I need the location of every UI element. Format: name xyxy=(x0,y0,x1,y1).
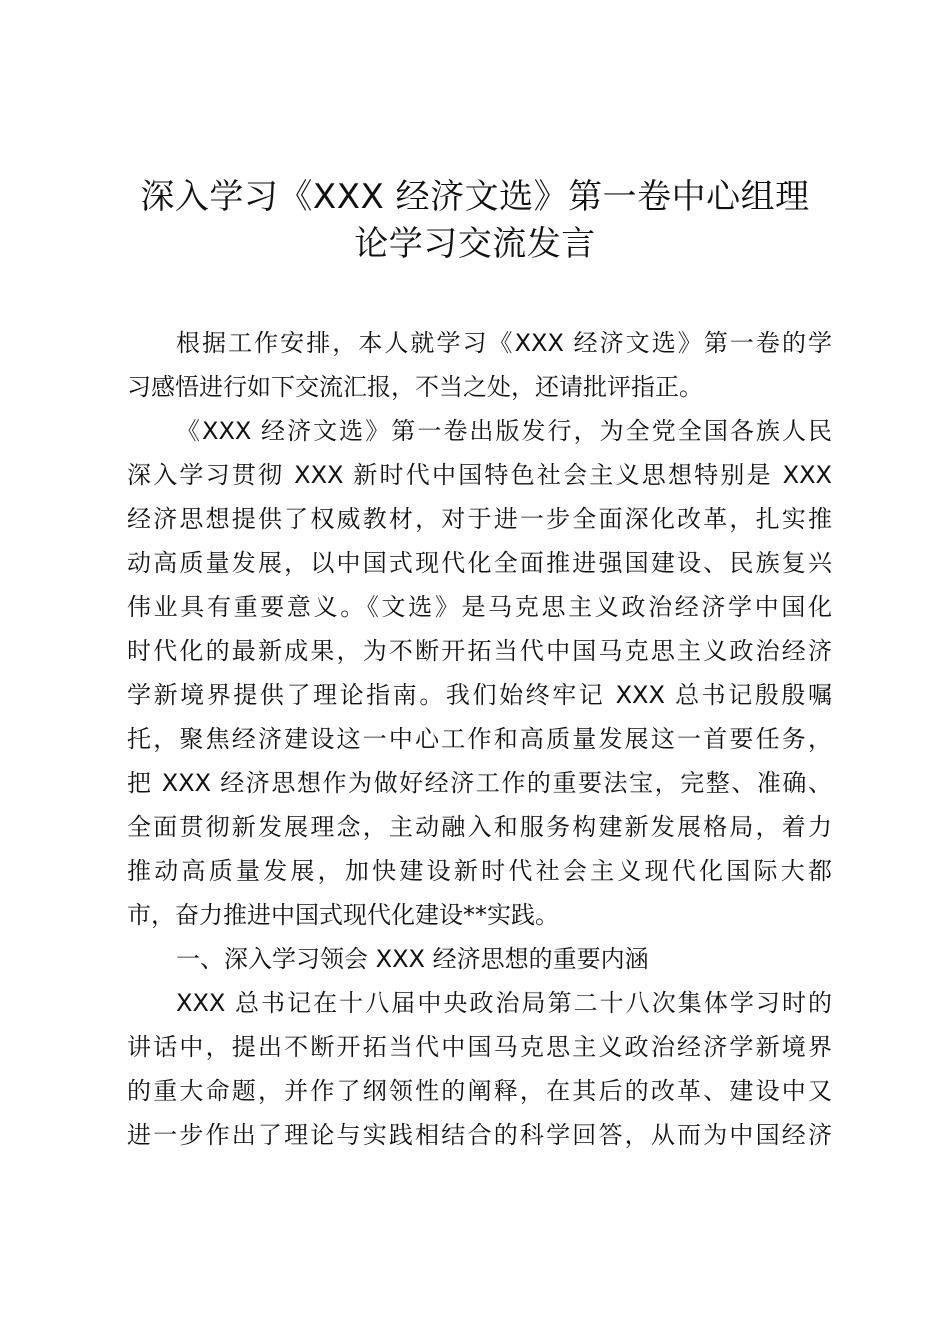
paragraph-2-line-8: 托，聚焦经济建设这一中心工作和高质量发展这一首要任务， xyxy=(127,725,832,753)
paragraph-2-line-9: 把 XXX 经济思想作为做好经济工作的重要法宝，完整、准确、 xyxy=(127,769,832,797)
paragraph-2-line-6: 时代化的最新成果，为不断开拓当代中国马克思主义政治经济 xyxy=(127,637,832,665)
paragraph-2-line-5: 伟业具有重要意义。《文选》是马克思主义政治经济学中国化 xyxy=(127,593,832,621)
section-heading-1: 一、深入学习领会 XXX 经济思想的重要内涵 xyxy=(176,945,649,973)
document-title-line-2: 论学习交流发言 xyxy=(354,224,596,264)
paragraph-3-line-2: 讲话中，提出不断开拓当代中国马克思主义政治经济学新境界 xyxy=(127,1033,832,1061)
paragraph-2-line-7: 学新境界提供了理论指南。我们始终牢记 XXX 总书记殷殷嘱 xyxy=(127,681,832,709)
paragraph-3-line-3: 的重大命题，并作了纲领性的阐释，在其后的改革、建设中又 xyxy=(127,1077,832,1105)
paragraph-2-line-10: 全面贯彻新发展理念，主动融入和服务构建新发展格局，着力 xyxy=(127,813,832,841)
paragraph-2-line-11: 推动高质量发展，加快建设新时代社会主义现代化国际大都 xyxy=(127,857,832,885)
paragraph-2-line-4: 动高质量发展，以中国式现代化全面推进强国建设、民族复兴 xyxy=(127,549,832,577)
paragraph-2-line-2: 深入学习贯彻 XXX 新时代中国特色社会主义思想特别是 XXX xyxy=(127,461,832,489)
paragraph-1-line-1: 根据工作安排，本人就学习《XXX 经济文选》第一卷的学 xyxy=(176,329,832,357)
document-title-line-1: 深入学习《XXX 经济文选》第一卷中心组理 xyxy=(140,177,810,217)
paragraph-3-line-1: XXX 总书记在十八届中央政治局第二十八次集体学习时的 xyxy=(176,989,832,1017)
paragraph-3-line-4: 进一步作出了理论与实践相结合的科学回答，从而为中国经济 xyxy=(127,1121,832,1149)
paragraph-2-line-1: 《XXX 经济文选》第一卷出版发行，为全党全国各族人民 xyxy=(176,417,832,445)
paragraph-1-line-2: 习感悟进行如下交流汇报，不当之处，还请批评指正。 xyxy=(127,373,703,401)
paragraph-2-line-12: 市，奋力推进中国式现代化建设**实践。 xyxy=(127,901,559,929)
paragraph-2-line-3: 经济思想提供了权威教材，对于进一步全面深化改革，扎实推 xyxy=(127,505,832,533)
